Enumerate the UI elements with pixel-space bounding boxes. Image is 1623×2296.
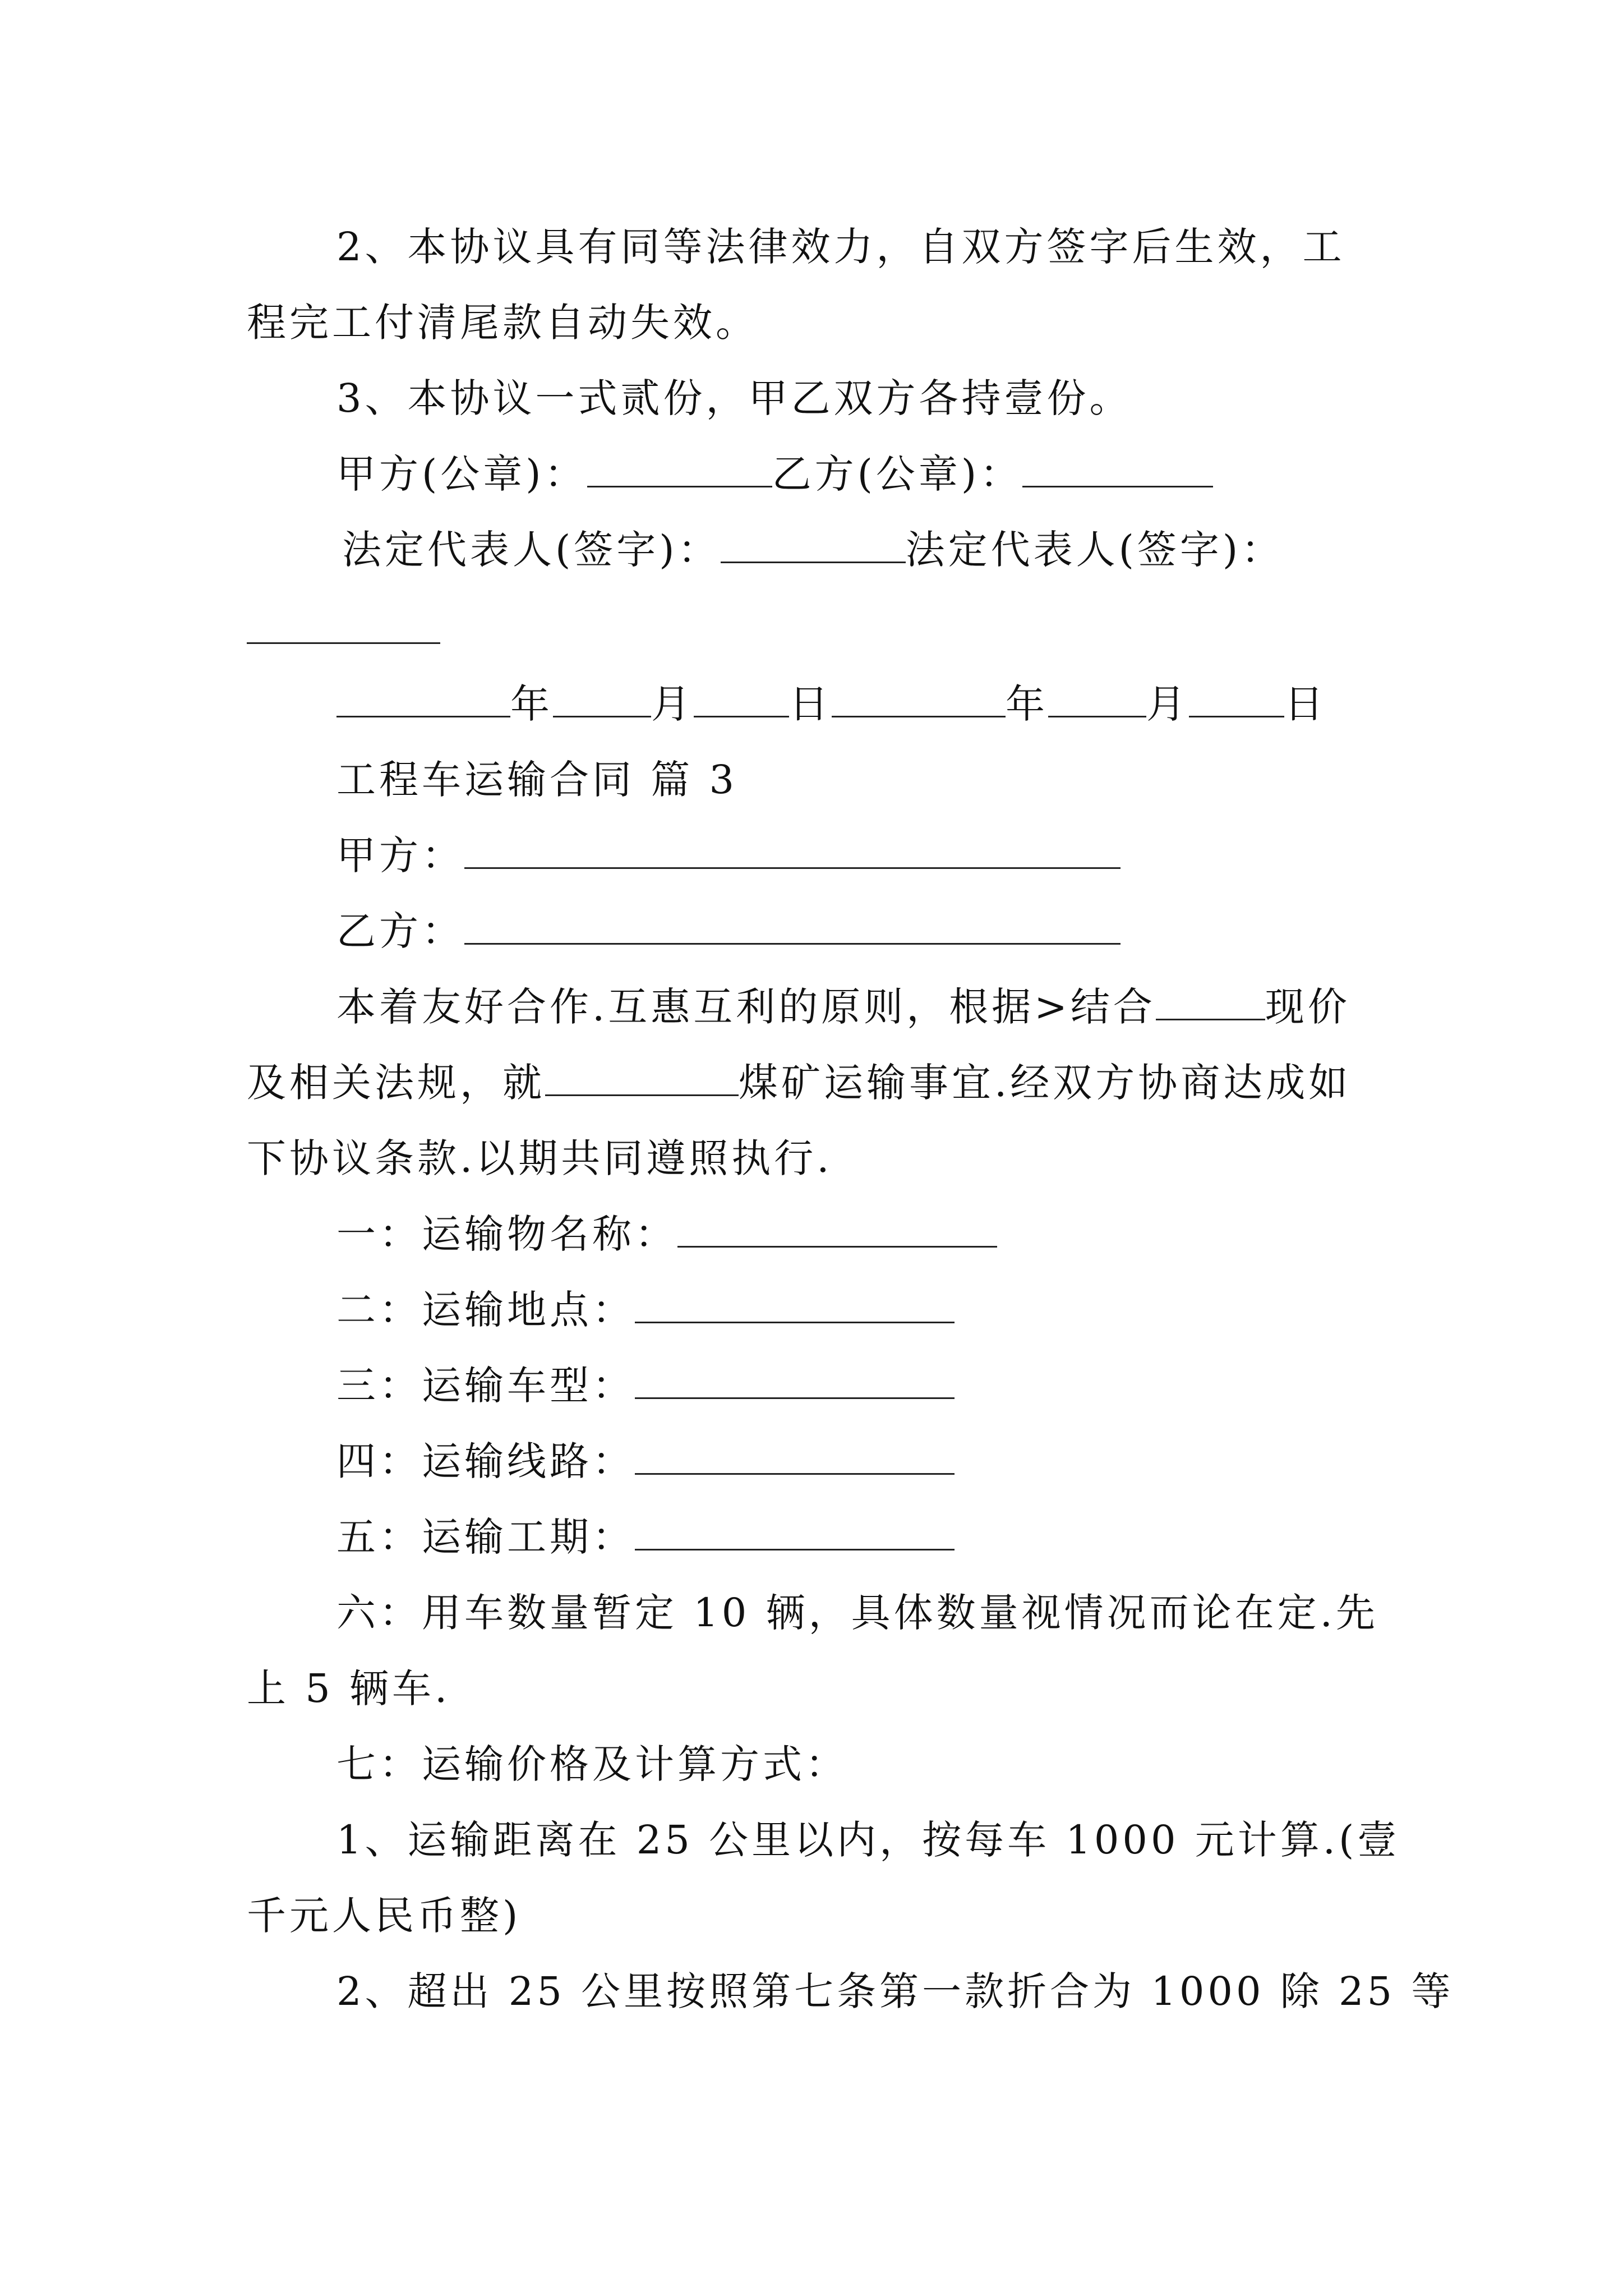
item-6-line-1: 六：用车数量暂定 10 辆，具体数量视情况而论在定.先: [336, 1590, 1378, 1636]
party-b-seal-label: 乙方(公章)：: [772, 451, 1023, 497]
item-7-2-line-1: 2、超出 25 公里按照第七条第一款折合为 1000 除 25 等: [336, 1968, 1454, 2014]
date-b-year-label: 年: [1006, 681, 1048, 727]
section-heading: 工程车运输合同 篇 3: [336, 757, 738, 803]
intro-blank-2: [545, 1061, 739, 1096]
clause-2-line-2: 程完工付清尾款自动失效。: [247, 300, 758, 346]
intro-text-1b: 现价: [1265, 984, 1350, 1030]
clause-2-line-1: 2、本协议具有同等法律效力，自双方签字后生效，工: [336, 224, 1345, 270]
date-a-day-label: 日: [789, 681, 832, 727]
item-5-line: [336, 1512, 955, 1562]
item-3-blank: [635, 1364, 955, 1399]
date-b-month-label: 月: [1146, 681, 1189, 727]
party-a-seal-label: 甲方(公章)：: [336, 451, 587, 497]
clause-3: 3、本协议一式贰份，甲乙双方各持壹份。: [336, 375, 1132, 421]
party-b-line: [336, 906, 1121, 956]
item-5-label: 五：运输工期：: [336, 1514, 635, 1560]
item-4-label: 四：运输线路：: [336, 1438, 635, 1484]
party-a-rep-label: 法定代表人(签字)：: [342, 527, 721, 573]
representative-line: [342, 524, 1284, 575]
intro-text-2b: 煤矿运输事宜.经双方协商达成如: [739, 1060, 1352, 1106]
date-a-day-blank: [694, 682, 789, 717]
party-b-blank: [464, 909, 1121, 945]
intro-line-3: 下协议条款.以期共同遵照执行.: [247, 1135, 833, 1181]
date-a-year-blank: [336, 682, 510, 717]
item-3-label: 三：运输车型：: [336, 1363, 635, 1409]
item-3-line: [336, 1360, 955, 1411]
date-b-day-blank: [1189, 682, 1284, 717]
intro-line-2: [247, 1057, 1351, 1108]
date-b-day-label: 日: [1284, 681, 1327, 727]
item-5-blank: [635, 1515, 955, 1550]
item-4-line: [336, 1436, 955, 1487]
date-line: [336, 679, 1327, 729]
party-a-blank: [464, 834, 1121, 869]
party-b-seal-blank: [1022, 452, 1213, 487]
intro-text-2a: 及相关法规，就: [247, 1060, 545, 1106]
date-a-year-label: 年: [510, 681, 553, 727]
intro-text-1a: 本着友好合作.互惠互利的原则，根据>结合: [336, 984, 1156, 1030]
date-a-month-blank: [553, 682, 651, 717]
party-b-rep-blank: [247, 642, 440, 644]
intro-line-1: [336, 982, 1350, 1032]
item-7-1-line-1: 1、运输距离在 25 公里以内，按每车 1000 元计算.(壹: [336, 1817, 1400, 1863]
item-2-blank: [635, 1288, 955, 1323]
item-1-blank: [677, 1212, 997, 1248]
party-a-seal-blank: [587, 452, 772, 487]
party-a-label: 甲方：: [336, 832, 464, 878]
item-7-heading: 七：运输价格及计算方式：: [336, 1741, 848, 1787]
item-4-blank: [635, 1439, 955, 1475]
party-a-rep-blank: [721, 528, 906, 563]
item-6-line-2: 上 5 辆车.: [247, 1665, 451, 1711]
date-b-month-blank: [1048, 682, 1146, 717]
item-2-label: 二：运输地点：: [336, 1287, 635, 1333]
item-1-label: 一：运输物名称：: [336, 1211, 677, 1257]
date-a-month-label: 月: [651, 681, 694, 727]
seal-line: [336, 449, 1213, 499]
item-7-1-line-2: 千元人民币整): [247, 1893, 522, 1939]
item-1-line: [336, 1209, 997, 1259]
party-a-line: [336, 830, 1121, 881]
item-2-line: [336, 1285, 955, 1335]
party-b-label: 乙方：: [336, 908, 464, 954]
intro-blank-1: [1156, 985, 1265, 1020]
party-b-rep-label: 法定代表人(签字)：: [905, 527, 1284, 573]
date-b-year-blank: [832, 682, 1006, 717]
